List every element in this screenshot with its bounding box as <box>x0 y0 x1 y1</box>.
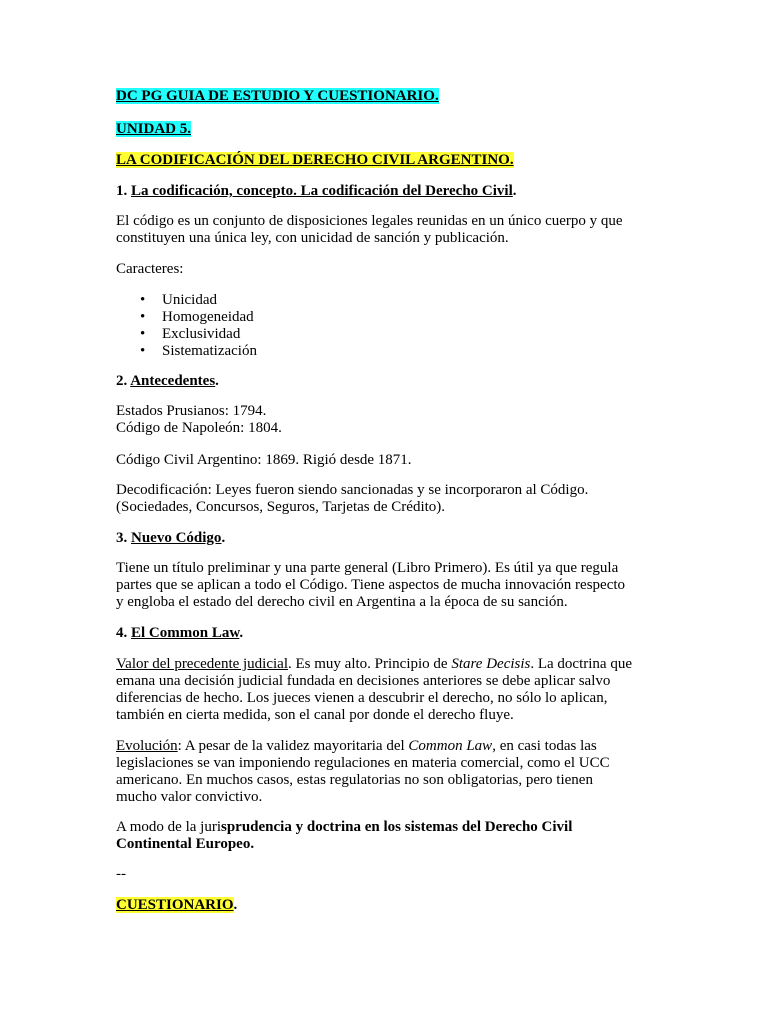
paragraph-evolucion: Evolución: A pesar de la validez mayoritaria del Common Law, en casi todas las legislaciones se van imponiendo regulaciones en materia comercial, como el UCC americano. En muchos casos, estas regulatorias no son obligatorias, pero tienen mucho valor convictivo. <box>116 738 610 805</box>
separator-text: -- <box>116 866 126 882</box>
unit-subtitle: LA CODIFICACIÓN DEL DERECHO CIVIL ARGENTINO. <box>116 152 514 168</box>
bullet-icon: • <box>140 326 146 342</box>
section-3-heading: 3. Nuevo Código. <box>116 530 226 546</box>
paragraph-codigo: El código es un conjunto de disposiciones legales reunidas en un único cuerpo y que constituyen una única ley, con unicidad de sanción y publicación. <box>116 213 623 246</box>
list-item: • Exclusividad <box>140 326 241 342</box>
list-item: • Sistematización <box>140 343 257 359</box>
bullet-icon: • <box>140 309 146 325</box>
paragraph-valor-precedente: Valor del precedente judicial. Es muy alto. Principio de Stare Decisis. La doctrina que emana una decisión judicial fundada en decisiones anteriores se debe aplicar salvo diferencias de hecho. Los jueces vienen a descubrir el derecho, no sólo lo aplican, también en cierta medida, son el canal por donde el derecho fluye. <box>116 656 632 723</box>
unit-heading: UNIDAD 5. <box>116 121 191 137</box>
section-1-heading: 1. La codificación, concepto. La codificación del Derecho Civil. <box>116 183 517 199</box>
codigo-civil-text: Código Civil Argentino: 1869. Rigió desde 1871. <box>116 452 412 468</box>
document-title: DC PG GUIA DE ESTUDIO Y CUESTIONARIO. <box>116 88 439 104</box>
section-4-heading: 4. El Common Law. <box>116 625 244 641</box>
section-2-heading: 2. Antecedentes. <box>116 373 219 389</box>
list-item: • Homogeneidad <box>140 309 254 325</box>
decodificacion-text: Decodificación: Leyes fueron siendo sancionadas y se incorporaron al Código. (Sociedades, Concursos, Seguros, Tarjetas de Crédito). <box>116 482 589 515</box>
bullet-icon: • <box>140 292 146 308</box>
list-item: • Unicidad <box>140 292 217 308</box>
paragraph-nuevo-codigo: Tiene un título preliminar y una parte general (Libro Primero). Es útil ya que regula partes que se aplican a todo el Código. Tiene aspectos de mucha innovación respecto y engloba el estado del derecho civil en Argentina a la época de su sanción. <box>116 560 626 610</box>
antecedentes-list: Estados Prusianos: 1794. Código de Napoleón: 1804. <box>116 403 282 436</box>
caracteres-list <box>116 292 257 360</box>
caracteres-label: Caracteres: <box>116 261 184 277</box>
bullet-icon: • <box>140 343 146 359</box>
cuestionario-heading: CUESTIONARIO. <box>116 897 238 913</box>
paragraph-modo: A modo de la jurisprudencia y doctrina en los sistemas del Derecho Civil Continental Europeo. <box>116 819 573 852</box>
